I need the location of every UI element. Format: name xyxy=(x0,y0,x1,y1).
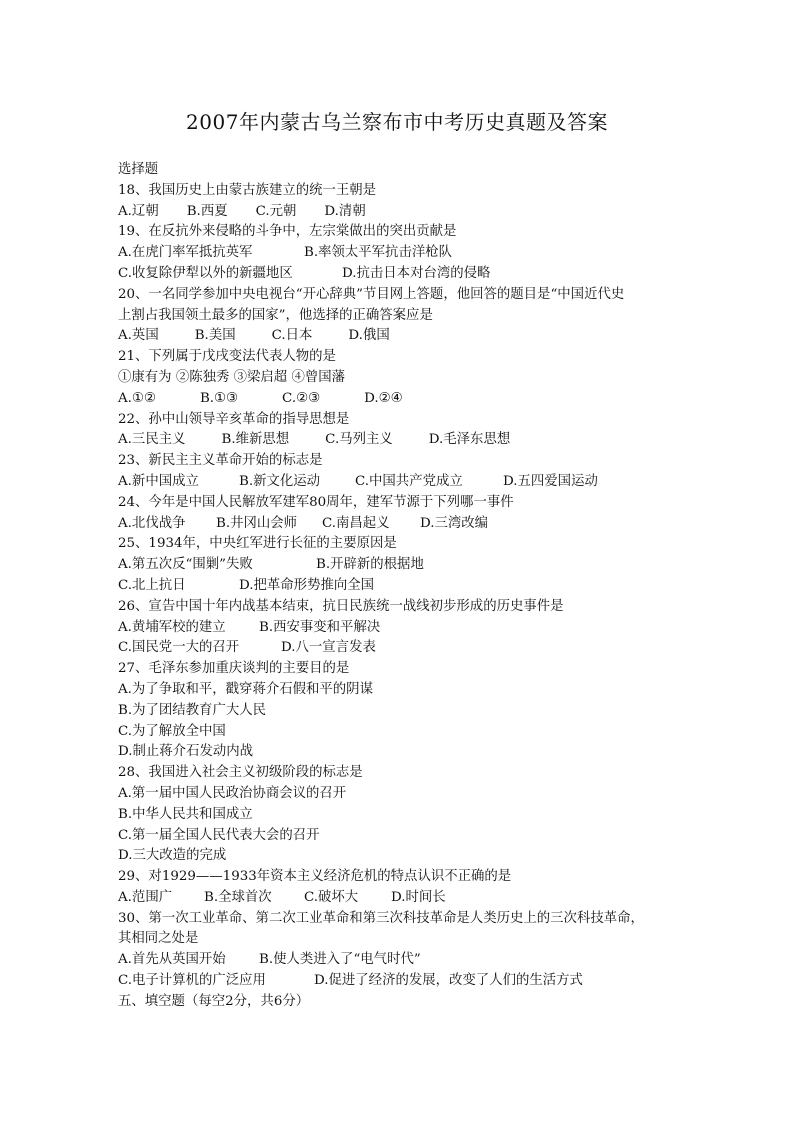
option-d: D.毛泽东思想 xyxy=(428,432,511,448)
option-b: B.新文化运动 xyxy=(239,473,321,489)
question-30-options-ab xyxy=(118,950,683,971)
question-21-options xyxy=(118,389,683,410)
option-b: B.①③ xyxy=(199,390,239,406)
question-list xyxy=(118,160,683,1013)
question-25-options-ab xyxy=(118,555,683,576)
question-24-options xyxy=(118,514,683,535)
option-c: C.南昌起义 xyxy=(322,515,390,531)
question-30-options-cd xyxy=(118,971,683,992)
option-c: C.为了解放全中国 xyxy=(118,723,226,739)
question-18-options xyxy=(118,202,683,223)
option-b: B.使人类进入了“电气时代” xyxy=(259,952,421,968)
option-b: B.全球首次 xyxy=(204,889,272,905)
option-b: B.西夏 xyxy=(186,203,228,219)
option-c: C.破坏大 xyxy=(304,889,359,905)
question-29-options xyxy=(118,888,683,909)
question-20-stem-line-1: 20、一名同学参加中央电视台“开心辞典”节目网上答题，他回答的题目是“中国近代史 xyxy=(118,286,625,302)
option-c: C.②③ xyxy=(282,390,321,406)
option-c: C.中国共产党成立 xyxy=(355,473,463,489)
option-b: B.西安事变和平解决 xyxy=(259,619,381,635)
option-c: C.电子计算机的广泛应用 xyxy=(118,973,266,989)
question-20-stem-line-2: 上割占我国领土最多的国家”，他选择的正确答案应是 xyxy=(118,307,433,323)
question-21-stem: 21、下列属于戊戌变法代表人物的是 xyxy=(118,349,336,365)
question-26-options-cd xyxy=(118,638,683,659)
option-a: A.①② xyxy=(118,390,156,406)
option-c: C.马列主义 xyxy=(325,432,393,448)
option-d: D.抗击日本对台湾的侵略 xyxy=(342,265,491,281)
section-five-heading: 五、填空题（每空2分，共6分） xyxy=(118,993,310,1009)
option-d: D.五四爱国运动 xyxy=(503,473,598,489)
option-a: A.新中国成立 xyxy=(118,473,199,489)
option-b: B.为了团结教育广大人民 xyxy=(118,702,267,718)
option-a: A.首先从英国开始 xyxy=(118,952,226,968)
question-19-options-ab xyxy=(118,243,683,264)
question-22-options xyxy=(118,430,683,451)
option-c: C.国民党一大的召开 xyxy=(118,640,240,656)
question-23-options xyxy=(118,472,683,493)
option-d: D.制止蒋介石发动内战 xyxy=(118,744,254,760)
question-26-stem: 26、宣告中国十年内战基本结束，抗日民族统一战线初步形成的历史事件是 xyxy=(118,598,564,614)
question-30-stem-line-1: 30、第一次工业革命、第二次工业革命和第三次科技革命是人类历史上的三次科技革命， xyxy=(118,910,644,926)
option-c: C.元朝 xyxy=(255,203,297,219)
option-d: D.②④ xyxy=(364,390,403,406)
option-d: D.促进了经济的发展，改变了人们的生活方式 xyxy=(314,973,583,989)
question-28-stem: 28、我国进入社会主义初级阶段的标志是 xyxy=(118,765,363,781)
option-b: B.率领太平军抗击洋枪队 xyxy=(304,245,453,261)
option-b: B.井冈山会师 xyxy=(216,515,298,531)
question-27-stem: 27、毛泽东参加重庆谈判的主要目的是 xyxy=(118,661,350,677)
option-a: A.第五次反“围剿”失败 xyxy=(118,557,253,573)
option-c: C.第一届全国人民代表大会的召开 xyxy=(118,827,320,843)
question-18-stem: 18、我国历史上由蒙古族建立的统一王朝是 xyxy=(118,182,377,198)
option-d: D.三大改造的完成 xyxy=(118,848,227,864)
question-23-stem: 23、新民主主义革命开始的标志是 xyxy=(118,453,323,469)
question-19-options-cd xyxy=(118,264,683,285)
option-c: C.收复除伊犁以外的新疆地区 xyxy=(118,265,293,281)
section-heading: 选择题 xyxy=(118,162,159,177)
option-d: D.把革命形势推向全国 xyxy=(239,577,375,593)
question-20-options xyxy=(118,326,683,347)
option-a: A.三民主义 xyxy=(118,432,186,448)
option-a: A.在虎门率军抵抗英军 xyxy=(118,245,253,261)
option-b: B.美国 xyxy=(194,328,236,344)
option-d: D.俄国 xyxy=(348,328,390,344)
question-26-options-ab xyxy=(118,618,683,639)
page-title: 2007年内蒙古乌兰察布市中考历史真题及答案 xyxy=(186,110,608,134)
question-21-items: ①康有为 ②陈独秀 ③梁启超 ④曾国藩 xyxy=(118,369,346,385)
question-30-stem-line-2: 其相同之处是 xyxy=(118,931,199,947)
option-a: A.黄埔军校的建立 xyxy=(118,619,226,635)
option-d: D.八一宣言发表 xyxy=(281,640,376,656)
option-a: A.北伐战争 xyxy=(118,515,186,531)
option-b: B.维新思想 xyxy=(221,432,290,448)
option-c: C.日本 xyxy=(271,328,313,344)
question-25-stem: 25、1934年，中央红军进行长征的主要原因是 xyxy=(118,536,397,552)
question-22-stem: 22、孙中山领导辛亥革命的指导思想是 xyxy=(118,411,350,427)
option-c: C.北上抗日 xyxy=(118,577,186,593)
option-a: A.范围广 xyxy=(118,889,173,905)
option-a: A.第一届中国人民政治协商会议的召开 xyxy=(118,785,347,801)
option-b: B.中华人民共和国成立 xyxy=(118,806,253,822)
option-a: A.为了争取和平，戳穿蒋介石假和平的阴谋 xyxy=(118,681,373,697)
question-25-options-cd xyxy=(118,576,683,597)
option-d: D.清朝 xyxy=(324,203,366,219)
question-24-stem: 24、今年是中国人民解放军建军80周年，建军节源于下列哪一事件 xyxy=(118,494,514,510)
option-d: D.时间长 xyxy=(391,889,446,905)
question-19-stem: 19、在反抗外来侵略的斗争中，左宗棠做出的突出贡献是 xyxy=(118,224,457,240)
option-d: D.三湾改编 xyxy=(420,515,489,531)
option-a: A.辽朝 xyxy=(118,203,159,219)
option-b: B.开辟新的根据地 xyxy=(316,557,424,573)
question-29-stem: 29、对1929——1933年资本主义经济危机的特点认识不正确的是 xyxy=(118,869,512,885)
option-a: A.英国 xyxy=(118,328,159,344)
